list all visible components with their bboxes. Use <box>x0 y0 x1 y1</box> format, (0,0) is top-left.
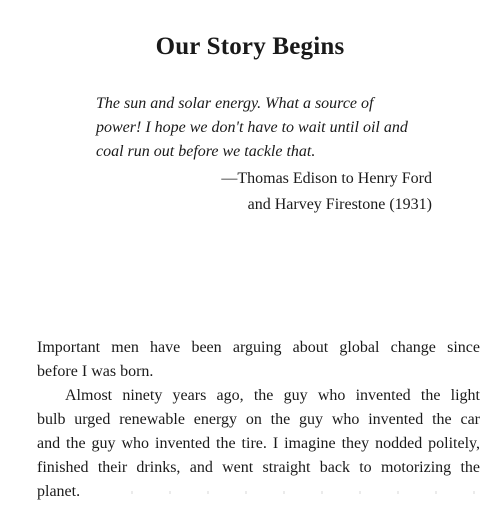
epigraph-quote <box>96 92 436 164</box>
epigraph-line: The sun and solar energy. What a source of <box>96 95 374 112</box>
paragraph-2-line: Almost ninety years ago, the guy who invented the light <box>65 387 480 404</box>
paragraph-2-line: and the guy who invented the tire. I imagine they nodded politely, <box>37 435 480 452</box>
paragraph-1-line: before I was born. <box>37 363 154 380</box>
body-text <box>37 336 480 504</box>
attribution-line: —Thomas Edison to Henry Ford <box>221 170 432 187</box>
chapter-title: Our Story Begins <box>155 32 345 60</box>
scan-artifact <box>95 491 475 494</box>
paragraph-2-line: planet. <box>37 483 81 500</box>
epigraph-line: power! I hope we don't have to wait until oil and <box>96 119 408 136</box>
epigraph-line: coal run out before we tackle that. <box>96 143 316 160</box>
paragraph-2-line: bulb urged renewable energy on the guy who invented the car <box>37 411 480 428</box>
paragraph-2-line: finished their drinks, and went straight back to motorizing the <box>37 459 480 476</box>
attribution-line: and Harvey Firestone (1931) <box>247 196 432 213</box>
epigraph-attribution <box>200 166 432 218</box>
paragraph-1-line: Important men have been arguing about global change since <box>37 339 480 356</box>
